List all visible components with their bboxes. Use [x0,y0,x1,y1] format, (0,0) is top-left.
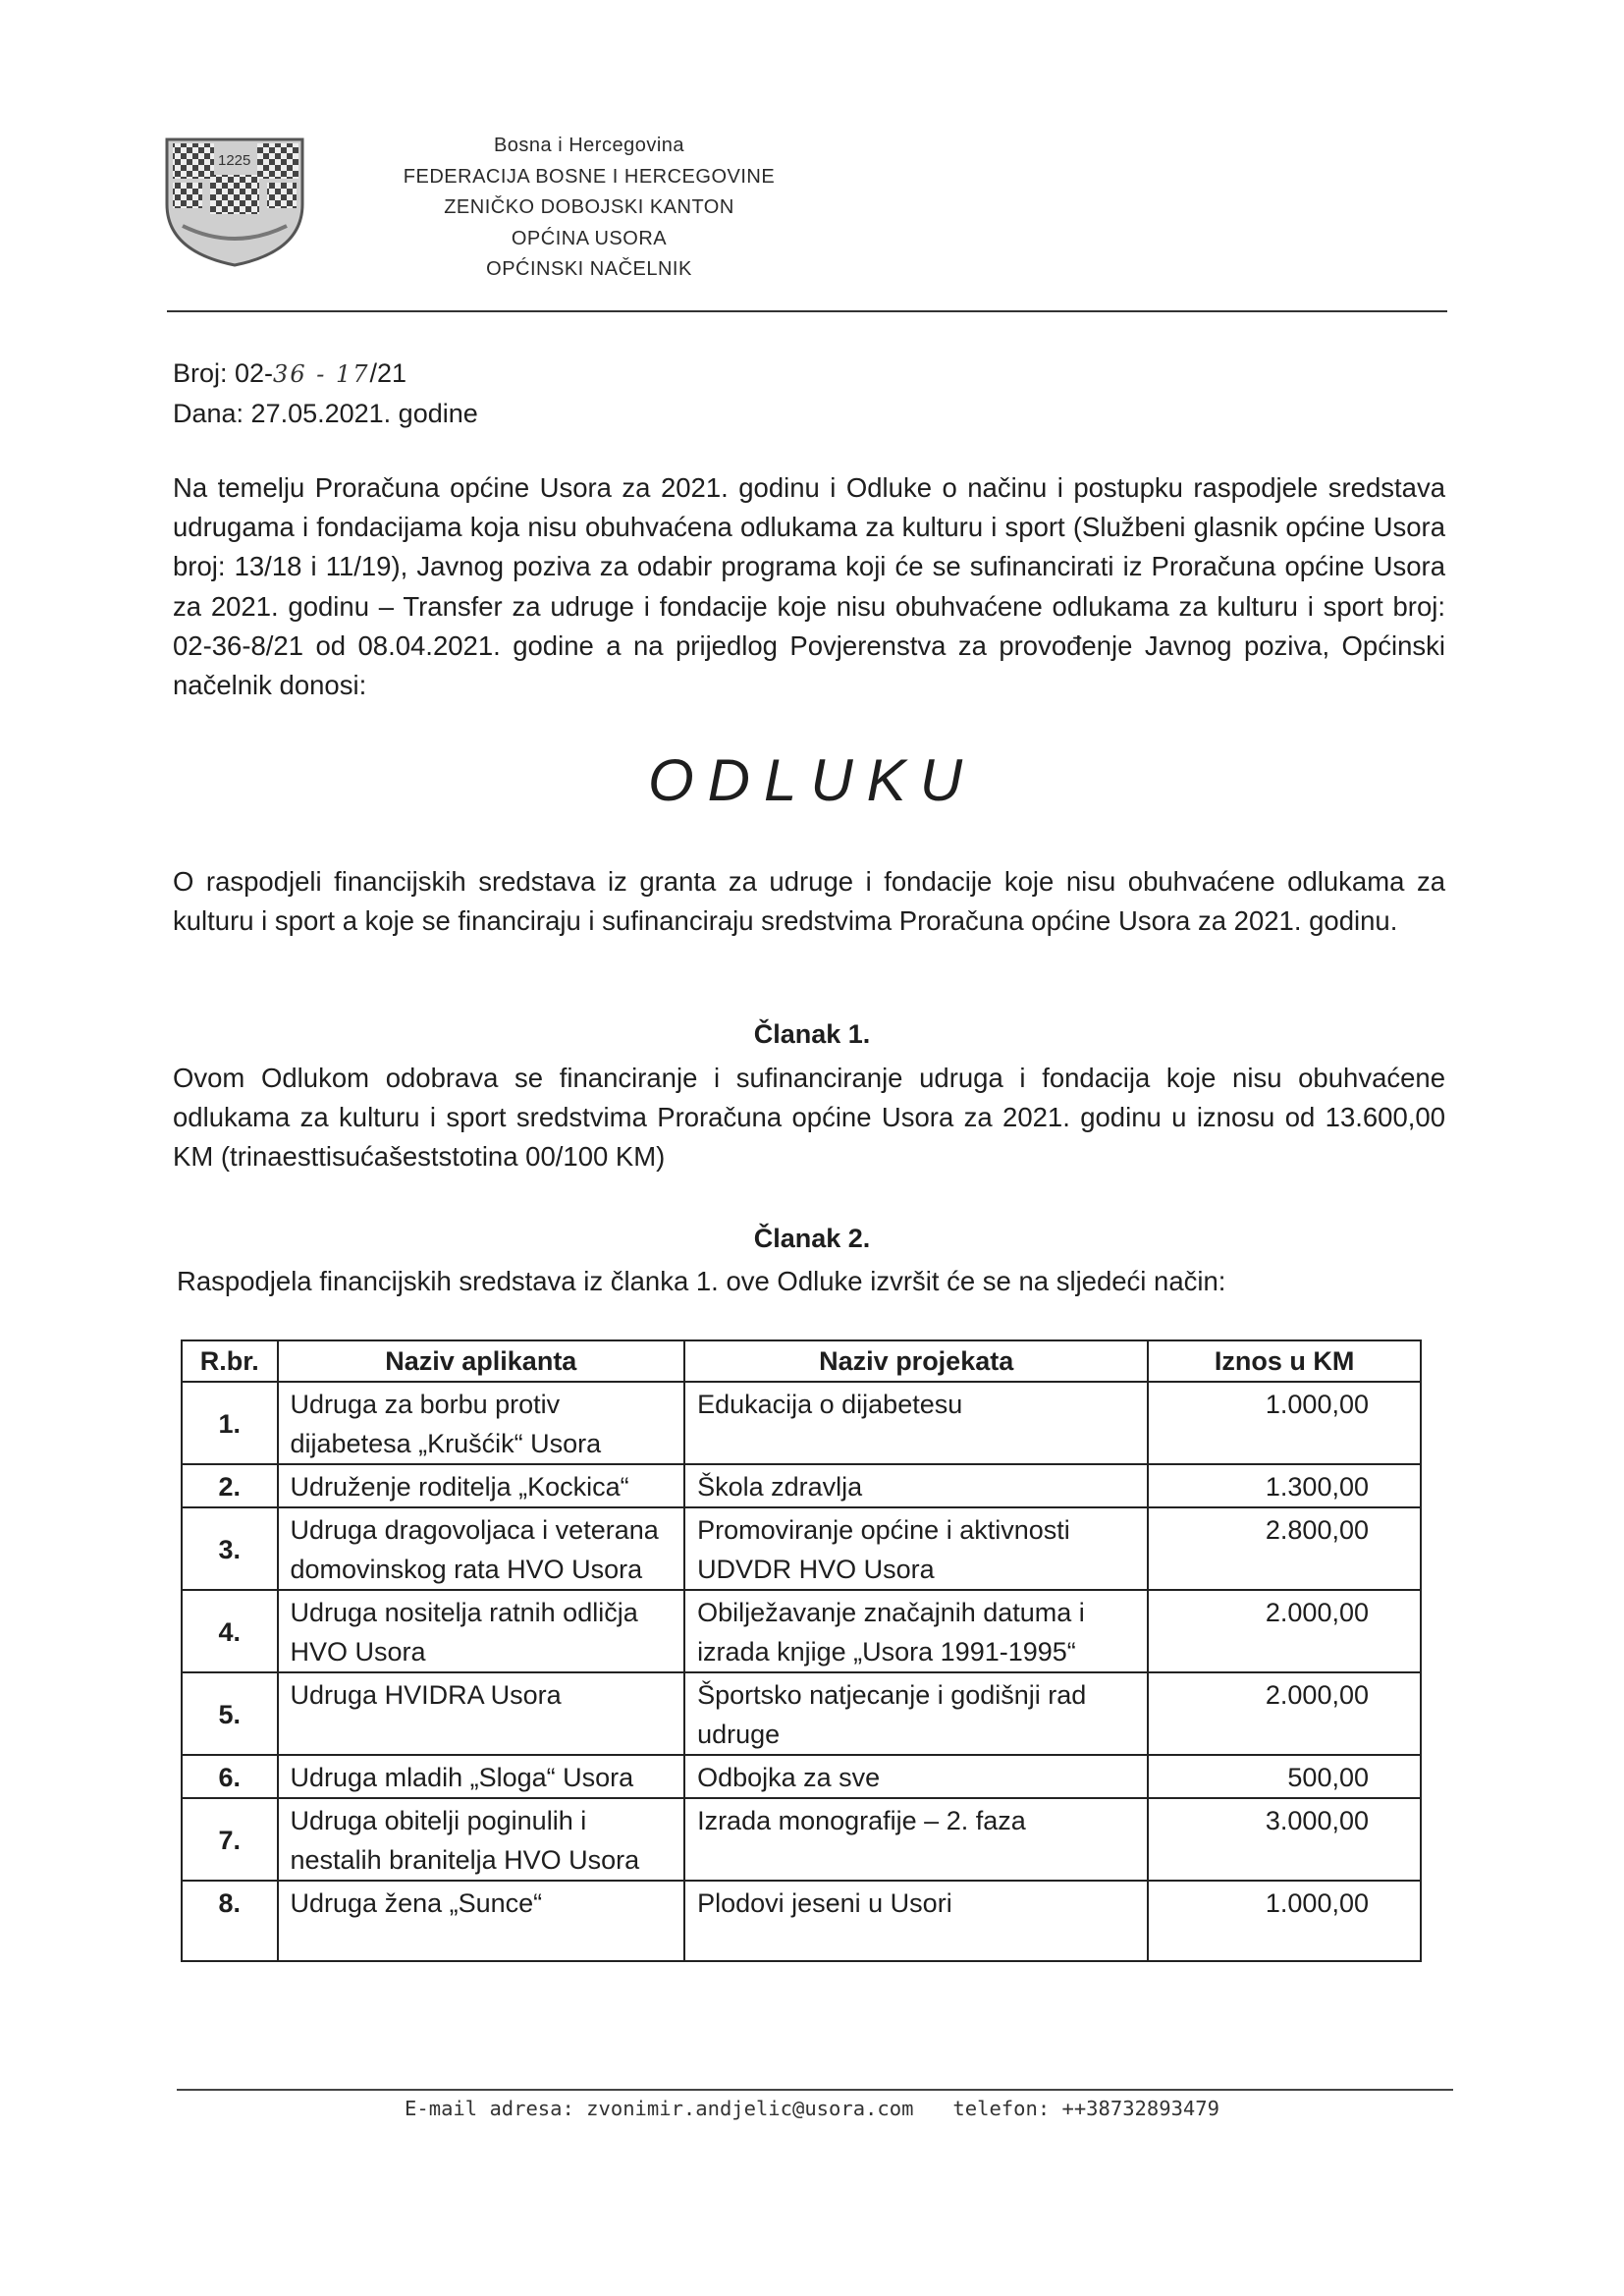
header-office: OPĆINSKI NAČELNIK [486,258,692,280]
table-row [182,1755,1421,1798]
table-row [182,1672,1421,1755]
row-applicant: Udruga za borbu protiv dijabetesa „Krušćik“ Usora [278,1382,685,1464]
table-row [182,1464,1421,1507]
header-federation: FEDERACIJA BOSNE I HERCEGOVINE [403,165,776,188]
intro-paragraph: Na temelju Proračuna općine Usora za 2021. godinu i Odluke o načinu i postupku raspodjele sredstava udrugama i fondacijama koja nisu obuhvaćena odlukama za kulturu i sport (Službeni glasnik općine Usora broj: 13/18 i 11/19), Javnog poziva za odabir programa koji će se sufinancirati iz Proračuna općine Usora za 2021. godinu – Transfer za udruge i fondacije koje nisu obuhvaćene odlukama za kulturu i sport broj: 02-36-8/21 od 08.04.2021. godine a na prijedlog Povjerenstva za provođenje Javnog poziva, Općinski načelnik donosi: [173,472,1445,701]
row-applicant: Udruga HVIDRA Usora [278,1672,685,1755]
row-amount: 2.000,00 [1148,1672,1421,1755]
header-canton: ZENIČKO DOBOJSKI KANTON [444,196,734,218]
row-applicant: Udruga dragovoljaca i veterana domovinskog rata HVO Usora [278,1507,685,1590]
subject-paragraph: O raspodjeli financijskih sredstava iz granta za udruge i fondacije koje nisu obuhvaćene odlukama za kulturu i sport a koje se financiraju i sufinanciraju sredstvima Proračuna općine Usora za 2021. godinu. [173,866,1445,937]
row-number: 3. [182,1507,278,1590]
row-amount: 2.000,00 [1148,1590,1421,1672]
header-project: Naziv projekata [684,1340,1148,1382]
row-amount: 1.000,00 [1148,1881,1421,1961]
row-project: Obilježavanje značajnih datuma i izrada knjige „Usora 1991-1995“ [684,1590,1148,1672]
article-1-text: Ovom Odlukom odobrava se financiranje i sufinanciranje udruga i fondacija koje nisu obuhvaćene odlukama za kulturu i sport sredstvima Proračuna općine Usora za 2021. godinu u iznosu od 13.600,00 KM (trinaesttisućašeststotina 00/100 KM) [173,1063,1445,1173]
row-project: Škola zdravlja [684,1464,1148,1507]
table-row [182,1590,1421,1672]
reference-number-suffix: /21 [369,358,407,388]
municipality-crest-icon [163,136,306,269]
row-number: 8. [182,1881,278,1961]
row-number: 5. [182,1672,278,1755]
header-municipality: OPĆINA USORA [511,227,668,249]
footer-email: E-mail adresa: zvonimir.andjelic@usora.com [405,2097,914,2120]
crest-year: 1225 [218,152,251,169]
row-project: Edukacija o dijabetesu [684,1382,1148,1464]
footer-divider [177,2089,1453,2091]
header-divider [167,310,1447,312]
row-amount: 1.300,00 [1148,1464,1421,1507]
grants-table [181,1339,1422,1962]
header-amount: Iznos u KM [1148,1340,1421,1382]
header-rbr: R.br. [182,1340,278,1382]
article-1-heading: Članak 1. [753,1019,871,1049]
row-amount: 500,00 [1148,1755,1421,1798]
article-2-heading: Članak 2. [753,1224,871,1253]
row-project: Odbojka za sve [684,1755,1148,1798]
table-row [182,1798,1421,1881]
reference-number-label: Broj: 02- [173,358,274,388]
row-applicant: Udruga mladih „Sloga“ Usora [278,1755,685,1798]
row-applicant: Udruga obitelji poginulih i nestalih branitelja HVO Usora [278,1798,685,1881]
header-country: Bosna i Hercegovina [493,135,685,156]
row-number: 4. [182,1590,278,1672]
table-header-row [182,1340,1421,1382]
article-2-text: Raspodjela financijskih sredstava iz članka 1. ove Odluke izvršit će se na sljedeći način: [177,1266,1226,1296]
document-title: ODLUKU [647,747,977,813]
row-applicant: Udruga nositelja ratnih odličja HVO Usora [278,1590,685,1672]
reference-number-handwritten: 36 - 17 [273,360,370,388]
row-applicant: Udruga žena „Sunce“ [278,1881,685,1961]
footer [0,2097,1624,2120]
reference-number [173,354,478,394]
row-amount: 1.000,00 [1148,1382,1421,1464]
row-number: 2. [182,1464,278,1507]
table-row [182,1507,1421,1590]
letterhead [353,131,825,286]
row-amount: 2.800,00 [1148,1507,1421,1590]
row-amount: 3.000,00 [1148,1798,1421,1881]
row-project: Plodovi jeseni u Usori [684,1881,1148,1961]
table-row [182,1382,1421,1464]
footer-phone: telefon: ++38732893479 [952,2097,1219,2120]
row-number: 7. [182,1798,278,1881]
row-project: Promoviranje općine i aktivnosti UDVDR HVO Usora [684,1507,1148,1590]
header-applicant: Naziv aplikanta [278,1340,685,1382]
row-number: 1. [182,1382,278,1464]
row-project: Izrada monografije – 2. faza [684,1798,1148,1881]
row-project: Športsko natjecanje i godišnji rad udruge [684,1672,1148,1755]
table-row [182,1881,1421,1961]
row-number: 6. [182,1755,278,1798]
row-applicant: Udruženje roditelja „Kockica“ [278,1464,685,1507]
document-reference [173,354,478,433]
reference-date: Dana: 27.05.2021. godine [173,399,478,428]
